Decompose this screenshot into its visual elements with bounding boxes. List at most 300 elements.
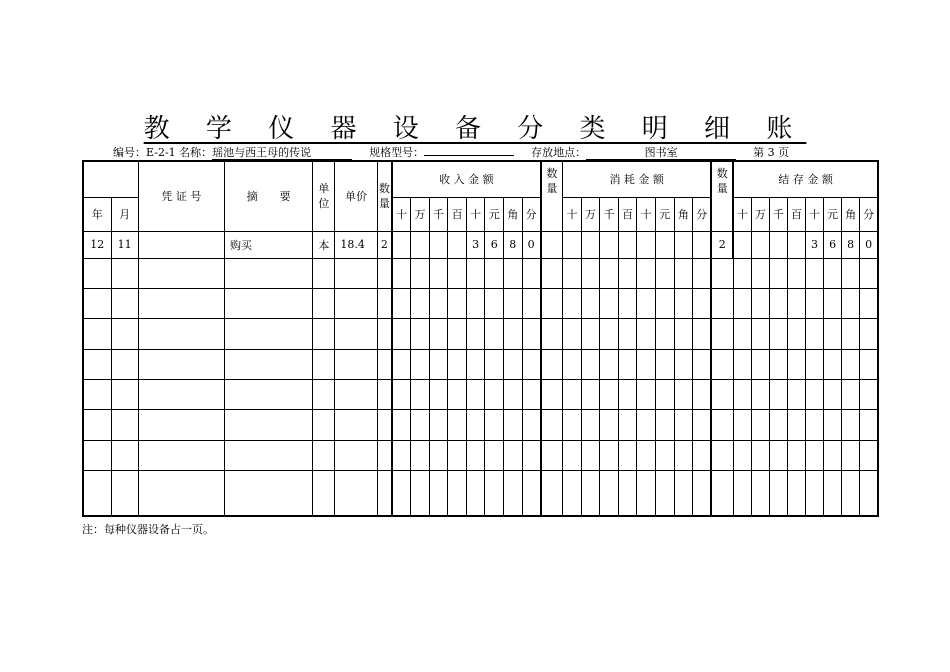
empty-cell	[600, 258, 619, 288]
empty-cell	[674, 470, 693, 516]
empty-cell	[111, 288, 138, 318]
empty-cell	[111, 410, 138, 440]
empty-cell	[860, 379, 878, 409]
empty-cell	[711, 349, 733, 379]
empty-cell	[466, 349, 485, 379]
empty-cell	[656, 349, 675, 379]
voucher-cell	[138, 231, 224, 258]
month-header: 月	[111, 197, 138, 231]
empty-cell	[824, 258, 842, 288]
empty-cell	[581, 258, 600, 288]
empty-cell	[824, 319, 842, 349]
empty-cell	[111, 379, 138, 409]
empty-cell	[563, 349, 582, 379]
consume-digit-label: 千	[600, 197, 619, 231]
empty-cell	[637, 258, 656, 288]
empty-cell	[503, 440, 522, 470]
empty-cell	[313, 379, 335, 409]
empty-cell	[693, 379, 712, 409]
empty-cell	[674, 349, 693, 379]
balance-digit	[769, 231, 787, 258]
empty-cell	[711, 470, 733, 516]
empty-cell	[600, 410, 619, 440]
empty-cell	[392, 288, 411, 318]
empty-cell	[674, 379, 693, 409]
empty-cell	[618, 470, 637, 516]
empty-cell	[335, 288, 377, 318]
balance-digit: 8	[842, 231, 860, 258]
balance-digit: 0	[860, 231, 878, 258]
empty-cell	[466, 258, 485, 288]
empty-cell	[842, 258, 860, 288]
empty-cell	[787, 288, 805, 318]
empty-cell	[466, 288, 485, 318]
empty-cell	[466, 319, 485, 349]
empty-cell	[522, 379, 541, 409]
empty-cell	[769, 379, 787, 409]
empty-cell	[429, 410, 448, 440]
empty-cell	[335, 379, 377, 409]
empty-cell	[693, 410, 712, 440]
empty-cell	[485, 288, 504, 318]
empty-cell	[637, 410, 656, 440]
empty-cell	[787, 379, 805, 409]
income-digit	[448, 231, 467, 258]
empty-cell	[674, 288, 693, 318]
empty-cell	[111, 319, 138, 349]
empty-cell	[842, 410, 860, 440]
empty-cell	[563, 470, 582, 516]
balance-digit-label: 千	[769, 197, 787, 231]
balance-digit-label: 十	[806, 197, 824, 231]
empty-cell	[656, 288, 675, 318]
summary-cell: 购买	[225, 231, 313, 258]
summary-header: 摘 要	[225, 161, 313, 231]
empty-cell	[335, 258, 377, 288]
empty-cell	[313, 440, 335, 470]
empty-cell	[411, 379, 430, 409]
empty-cell	[392, 319, 411, 349]
empty-cell	[411, 440, 430, 470]
empty-cell	[83, 440, 111, 470]
empty-cell	[392, 379, 411, 409]
empty-cell	[733, 410, 751, 440]
empty-cell	[448, 379, 467, 409]
empty-cell	[335, 349, 377, 379]
empty-cell	[693, 319, 712, 349]
year-header: 年	[83, 197, 111, 231]
empty-cell	[541, 379, 563, 409]
empty-cell	[111, 470, 138, 516]
consume-digit	[618, 231, 637, 258]
empty-cell	[541, 440, 563, 470]
empty-cell	[429, 470, 448, 516]
empty-cell	[83, 288, 111, 318]
empty-cell	[563, 288, 582, 318]
empty-cell	[466, 470, 485, 516]
balance-digit-label: 角	[842, 197, 860, 231]
spec-label: 规格型号：	[369, 146, 425, 159]
income-digit-label: 十	[466, 197, 485, 231]
consume-digit-label: 角	[674, 197, 693, 231]
name-label: 名称：	[179, 146, 213, 159]
income-digit	[429, 231, 448, 258]
empty-cell	[225, 319, 313, 349]
empty-cell	[711, 288, 733, 318]
empty-cell	[711, 319, 733, 349]
empty-cell	[637, 288, 656, 318]
empty-cell	[637, 440, 656, 470]
empty-cell	[581, 379, 600, 409]
empty-cell	[111, 349, 138, 379]
empty-cell	[693, 440, 712, 470]
empty-cell	[429, 440, 448, 470]
empty-cell	[860, 258, 878, 288]
empty-cell	[411, 258, 430, 288]
income-digit-label: 万	[411, 197, 430, 231]
empty-cell	[466, 440, 485, 470]
empty-cell	[392, 258, 411, 288]
qty-out-cell	[541, 231, 563, 258]
empty-cell	[842, 470, 860, 516]
empty-cell	[674, 319, 693, 349]
empty-cell	[411, 349, 430, 379]
empty-cell	[656, 319, 675, 349]
empty-cell	[522, 470, 541, 516]
balance-digit-label: 十	[733, 197, 751, 231]
empty-cell	[733, 288, 751, 318]
empty-cell	[225, 440, 313, 470]
empty-cell	[618, 440, 637, 470]
empty-cell	[485, 319, 504, 349]
balance-digit	[751, 231, 769, 258]
empty-cell	[83, 319, 111, 349]
ledger-meta	[113, 144, 789, 160]
empty-cell	[225, 349, 313, 379]
empty-cell	[806, 470, 824, 516]
empty-cell	[111, 258, 138, 288]
income-digit-label: 百	[448, 197, 467, 231]
empty-cell	[637, 319, 656, 349]
empty-cell	[313, 349, 335, 379]
income-header: 收 入 金 额	[392, 161, 541, 197]
empty-cell	[563, 410, 582, 440]
empty-cell	[522, 410, 541, 440]
qty-in-header: 数量	[377, 161, 392, 231]
table-row	[83, 258, 878, 288]
year-cell: 12	[83, 231, 111, 258]
empty-cell	[824, 349, 842, 379]
consume-header: 消 耗 金 额	[563, 161, 712, 197]
empty-cell	[711, 410, 733, 440]
empty-cell	[600, 288, 619, 318]
empty-cell	[674, 258, 693, 288]
consume-digit	[637, 231, 656, 258]
empty-cell	[806, 440, 824, 470]
empty-cell	[711, 440, 733, 470]
empty-cell	[842, 440, 860, 470]
price-header: 单价	[335, 161, 377, 231]
empty-cell	[860, 319, 878, 349]
empty-cell	[693, 288, 712, 318]
empty-cell	[581, 319, 600, 349]
balance-digit: 3	[806, 231, 824, 258]
empty-cell	[313, 288, 335, 318]
empty-cell	[656, 440, 675, 470]
empty-cell	[693, 258, 712, 288]
empty-cell	[563, 440, 582, 470]
empty-cell	[733, 349, 751, 379]
empty-cell	[600, 349, 619, 379]
empty-cell	[656, 379, 675, 409]
income-digit: 0	[522, 231, 541, 258]
consume-digit-label: 分	[693, 197, 712, 231]
empty-cell	[806, 349, 824, 379]
empty-cell	[787, 258, 805, 288]
table-row	[83, 379, 878, 409]
empty-cell	[769, 288, 787, 318]
empty-cell	[522, 288, 541, 318]
page-suffix: 页	[778, 146, 790, 159]
empty-cell	[448, 258, 467, 288]
empty-cell	[806, 319, 824, 349]
income-digit-label: 分	[522, 197, 541, 231]
empty-cell	[618, 288, 637, 318]
empty-cell	[751, 440, 769, 470]
income-digit-label: 元	[485, 197, 504, 231]
empty-cell	[787, 319, 805, 349]
month-cell: 11	[111, 231, 138, 258]
consume-digit-label: 万	[581, 197, 600, 231]
empty-cell	[860, 410, 878, 440]
consume-digit	[674, 231, 693, 258]
empty-cell	[541, 349, 563, 379]
empty-cell	[751, 349, 769, 379]
empty-cell	[806, 258, 824, 288]
empty-cell	[787, 349, 805, 379]
empty-cell	[860, 288, 878, 318]
empty-cell	[769, 258, 787, 288]
empty-cell	[787, 410, 805, 440]
empty-cell	[138, 410, 224, 440]
table-row	[83, 231, 878, 258]
empty-cell	[581, 470, 600, 516]
empty-cell	[674, 440, 693, 470]
empty-cell	[581, 410, 600, 440]
empty-cell	[138, 319, 224, 349]
empty-cell	[485, 410, 504, 440]
empty-cell	[485, 470, 504, 516]
empty-cell	[618, 258, 637, 288]
empty-cell	[656, 470, 675, 516]
empty-cell	[83, 349, 111, 379]
empty-cell	[751, 258, 769, 288]
empty-cell	[541, 319, 563, 349]
empty-cell	[335, 440, 377, 470]
empty-cell	[769, 410, 787, 440]
empty-cell	[377, 319, 392, 349]
empty-cell	[733, 440, 751, 470]
empty-cell	[751, 288, 769, 318]
empty-cell	[751, 379, 769, 409]
empty-cell	[503, 258, 522, 288]
consume-digit-label: 十	[637, 197, 656, 231]
empty-cell	[637, 379, 656, 409]
empty-cell	[377, 379, 392, 409]
empty-cell	[503, 319, 522, 349]
empty-cell	[503, 470, 522, 516]
unit-header: 单位	[313, 161, 335, 231]
consume-digit-label: 百	[618, 197, 637, 231]
code-label: 编号：	[113, 146, 146, 159]
balance-digit-label: 元	[824, 197, 842, 231]
empty-cell	[769, 319, 787, 349]
page-number: 3	[767, 146, 775, 159]
empty-cell	[335, 319, 377, 349]
empty-cell	[503, 379, 522, 409]
empty-cell	[618, 410, 637, 440]
empty-cell	[824, 470, 842, 516]
empty-cell	[377, 470, 392, 516]
empty-cell	[225, 410, 313, 440]
empty-cell	[313, 258, 335, 288]
empty-cell	[377, 288, 392, 318]
empty-cell	[769, 470, 787, 516]
consume-digit	[693, 231, 712, 258]
empty-cell	[711, 258, 733, 288]
income-digit: 3	[466, 231, 485, 258]
code-value: E-2-1	[146, 146, 176, 159]
qty-out-header: 数量	[541, 161, 563, 231]
empty-cell	[769, 440, 787, 470]
empty-cell	[600, 470, 619, 516]
empty-cell	[751, 319, 769, 349]
empty-cell	[448, 288, 467, 318]
empty-cell	[335, 410, 377, 440]
empty-cell	[448, 349, 467, 379]
empty-cell	[313, 470, 335, 516]
location-value: 图书室	[586, 146, 736, 160]
empty-cell	[83, 258, 111, 288]
empty-cell	[138, 258, 224, 288]
qty-balance-cell: 2	[711, 231, 733, 258]
empty-cell	[448, 410, 467, 440]
empty-cell	[842, 319, 860, 349]
empty-cell	[313, 410, 335, 440]
consume-digit	[563, 231, 582, 258]
qty-balance-header: 数量	[711, 161, 733, 231]
empty-cell	[138, 288, 224, 318]
empty-cell	[411, 288, 430, 318]
income-digit	[411, 231, 430, 258]
empty-cell	[377, 410, 392, 440]
empty-cell	[411, 410, 430, 440]
empty-cell	[618, 379, 637, 409]
empty-cell	[392, 470, 411, 516]
empty-cell	[83, 470, 111, 516]
date-header	[83, 161, 138, 197]
consume-digit	[581, 231, 600, 258]
empty-cell	[600, 440, 619, 470]
empty-cell	[733, 470, 751, 516]
empty-cell	[733, 379, 751, 409]
empty-cell	[411, 319, 430, 349]
empty-cell	[806, 410, 824, 440]
empty-cell	[522, 440, 541, 470]
empty-cell	[83, 410, 111, 440]
empty-cell	[637, 349, 656, 379]
empty-cell	[563, 258, 582, 288]
empty-cell	[138, 379, 224, 409]
balance-header: 结 存 金 额	[733, 161, 878, 197]
empty-cell	[656, 410, 675, 440]
empty-cell	[806, 379, 824, 409]
unit-cell: 本	[313, 231, 335, 258]
table-row	[83, 470, 878, 516]
empty-cell	[485, 440, 504, 470]
empty-cell	[860, 470, 878, 516]
empty-cell	[600, 319, 619, 349]
empty-cell	[860, 349, 878, 379]
income-digit-label: 角	[503, 197, 522, 231]
empty-cell	[563, 379, 582, 409]
empty-cell	[503, 410, 522, 440]
empty-cell	[842, 288, 860, 318]
empty-cell	[392, 410, 411, 440]
empty-cell	[485, 349, 504, 379]
footnote: 注：每种仪器设备占一页。	[82, 523, 214, 536]
empty-cell	[503, 349, 522, 379]
spec-value	[424, 155, 514, 156]
empty-cell	[138, 440, 224, 470]
income-digit	[392, 231, 411, 258]
empty-cell	[842, 379, 860, 409]
page-prefix: 第	[753, 146, 765, 159]
empty-cell	[618, 349, 637, 379]
balance-digit	[787, 231, 805, 258]
balance-digit: 6	[824, 231, 842, 258]
balance-digit-label: 分	[860, 197, 878, 231]
empty-cell	[618, 319, 637, 349]
empty-cell	[563, 319, 582, 349]
empty-cell	[769, 349, 787, 379]
empty-cell	[541, 258, 563, 288]
empty-cell	[429, 349, 448, 379]
location-label: 存放地点：	[531, 146, 587, 159]
empty-cell	[751, 410, 769, 440]
empty-cell	[225, 470, 313, 516]
empty-cell	[656, 258, 675, 288]
empty-cell	[522, 258, 541, 288]
empty-cell	[392, 349, 411, 379]
empty-cell	[674, 410, 693, 440]
empty-cell	[335, 470, 377, 516]
empty-cell	[138, 349, 224, 379]
empty-cell	[448, 470, 467, 516]
table-row	[83, 349, 878, 379]
empty-cell	[377, 440, 392, 470]
empty-cell	[693, 349, 712, 379]
empty-cell	[485, 258, 504, 288]
ledger-table	[82, 160, 879, 517]
empty-cell	[429, 288, 448, 318]
empty-cell	[448, 440, 467, 470]
empty-cell	[225, 288, 313, 318]
empty-cell	[377, 258, 392, 288]
empty-cell	[485, 379, 504, 409]
income-digit-label: 千	[429, 197, 448, 231]
empty-cell	[466, 410, 485, 440]
